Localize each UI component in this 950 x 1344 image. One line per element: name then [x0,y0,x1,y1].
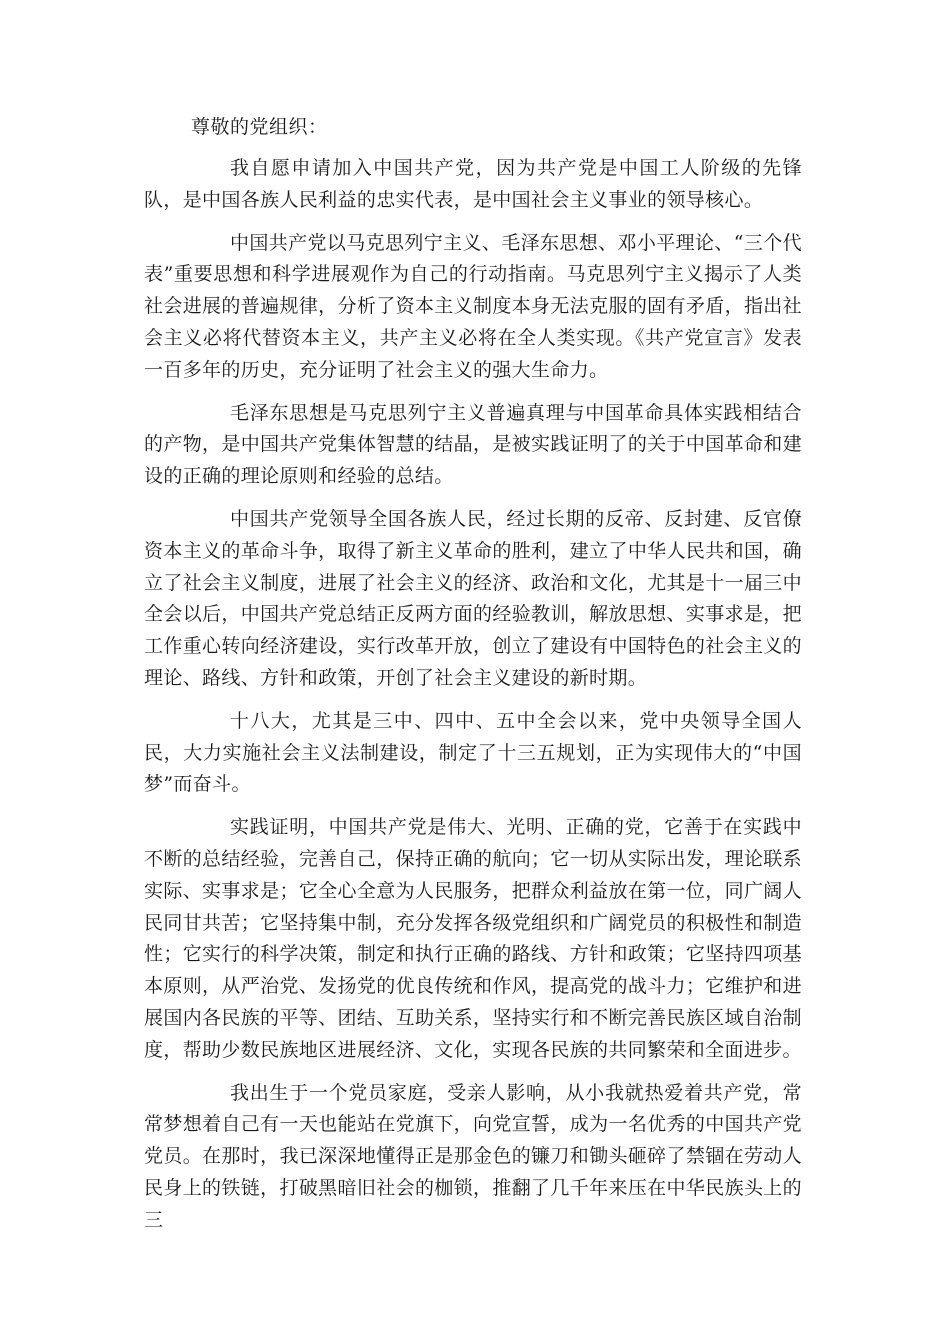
paragraph-5: 十八大，尤其是三中、四中、五中全会以来，党中央领导全国人民，大力实施社会主义法制建设，制定了十三五规划，正为实现伟大的“中国梦”而奋斗。 [144,709,802,796]
paragraph-1: 我自愿申请加入中国共产党，因为共产党是中国工人阶级的先锋队，是中国各族人民利益的忠实代表，是中国社会主义事业的领导核心。 [144,157,802,211]
paragraph-2: 中国共产党以马克思列宁主义、毛泽东思想、邓小平理论、“三个代表”重要思想和科学进展观作为自己的行动指南。马克思列宁主义揭示了人类社会进展的普遍规律，分析了资本主义制度本身无法克服的固有矛盾，指出社会主义必将代替资本主义，共产主义必将在全人类实现。《共产党宣言》发表一百多年的历史，充分证明了社会主义的强大生命力。 [144,231,802,381]
paragraph-4: 中国共产党领导全国各族人民，经过长期的反帝、反封建、反官僚资本主义的革命斗争，取得了新主义革命的胜利，建立了中华人民共和国，确立了社会主义制度，进展了社会主义的经济、政治和文化，尤其是十一届三中全会以后，中国共产党总结正反两方面的经验教训，解放思想、实事求是，把工作重心转向经济建设，实行改革开放，创立了建设有中国特色的社会主义的理论、路线、方针和政策，开创了社会主义建设的新时期。 [144,507,802,689]
paragraph-6: 实践证明，中国共产党是伟大、光明、正确的党，它善于在实践中不断的总结经验，完善自己，保持正确的航向；它一切从实际出发，理论联系实际、实事求是；它全心全意为人民服务，把群众利益放在第一位，同广阔人民同甘共苦；它坚持集中制，充分发挥各级党组织和广阔党员的积极性和制造性；它实行的科学决策，制定和执行正确的路线、方针和政策；它坚持四项基本原则，从严治党、发扬党的优良传统和作风，提高党的战斗力；它维护和进展国内各民族的平等、团结、互助关系，坚持实行和不断完善民族区域自治制度，帮助少数民族地区进展经济、文化，实现各民族的共同繁荣和全面进步。 [144,816,802,1061]
paragraph-3: 毛泽东思想是马克思列宁主义普遍真理与中国革命具体实践相结合的产物，是中国共产党集体智慧的结晶，是被实践证明了的关于中国革命和建设的正确的理论原则和经验的总结。 [144,401,802,488]
salutation: 尊敬的党组织： [191,116,328,138]
document-body [144,111,802,1248]
paragraph-7: 我出生于一个党员家庭，受亲人影响，从小我就热爱着共产党，常常梦想着自己有一天也能站在党旗下，向党宣誓，成为一名优秀的中国共产党党员。在那时，我已深深地懂得正是那金色的镰刀和锄头砸碎了禁锢在劳动人民身上的铁链，打破黑暗旧社会的枷锁，推翻了几千年来压在中华民族头上的三 [144,1081,802,1231]
